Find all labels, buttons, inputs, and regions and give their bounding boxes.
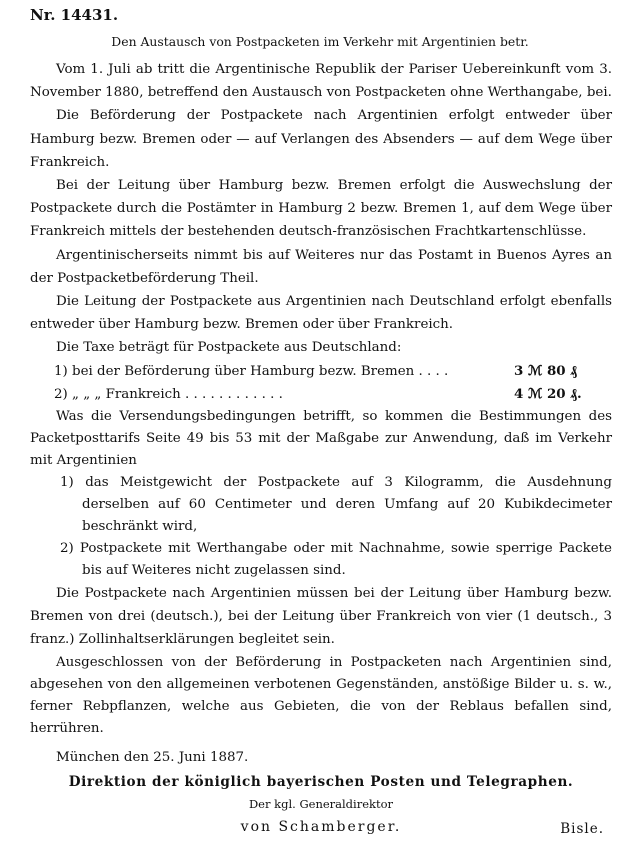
taxe-label: 2) „ „ „ Frankreich . . . . . . . . . . . . — [54, 386, 283, 402]
paragraph-return-route: Die Leitung der Postpackete aus Argentinien nach Deutschland erfolgt ebenfalls entweder über Hamburg bezw. Bremen oder über Frankreich. — [30, 294, 612, 333]
paragraph-versendung: Was die Versendungsbedingungen betrifft, so kommen die Bestimmungen des Packetposttarifs Seite 49 bis 53 mit der Maßgabe zur Anwendung, daß im Verkehr mit Argentinien — [30, 409, 612, 469]
document-number: Nr. 14431. — [30, 6, 119, 24]
document-body — [30, 58, 612, 839]
paragraph-leitung: Die Postpackete nach Argentinien müssen bei der Leitung über Hamburg bezw. Bremen von drei (deutsch.), bei der Leitung über Frankreich von vier (1 deutsch., 3 franz.) Zollinhaltserklärungen begleitet sein. — [30, 586, 612, 648]
clerk-signature: Bisle. — [560, 821, 604, 837]
paragraph-taxe-intro: Die Taxe beträgt für Postpackete aus Deutschland: — [56, 340, 402, 356]
paragraph-accession: Vom 1. Juli ab tritt die Argentinische Republik der Pariser Uebereinkunft vom 3. November 1880, betreffend den Austausch von Postpacketen ohne Werthangabe, bei. — [30, 62, 612, 101]
signature-authority: Direktion der königlich bayerischen Posten und Telegraphen. — [68, 773, 574, 790]
condition-item: 2) Postpackete mit Werthangabe oder mit Nachnahme, sowie sperrige Packete bis auf Weiteres nicht zugelassen sind. — [60, 541, 612, 579]
condition-item: 1) das Meistgewicht der Postpackete auf 3 Kilogramm, die Ausdehnung derselben auf 60 Centimeter und deren Umfang auf 20 Kubikdecimeter beschränkt wird, — [60, 475, 612, 535]
signature-date: München den 25. Juni 1887. — [56, 749, 249, 765]
paragraph-routing: Die Beförderung der Postpackete nach Argentinien erfolgt entweder über Hamburg bezw. Bremen oder — auf Verlangen des Absenders — auf dem Wege über Frankreich. — [30, 108, 612, 170]
taxe-list — [30, 360, 612, 406]
taxe-amount: 3 ℳ 80 ₰ — [514, 362, 577, 379]
paragraph-buenos-ayres: Argentinischerseits nimmt bis auf Weiteres nur das Postamt in Buenos Ayres an der Postpacketbeförderung Theil. — [30, 247, 612, 286]
signature-role: Der kgl. Generaldirektor — [248, 797, 394, 812]
taxe-amount: 4 ℳ 20 ₰. — [514, 385, 582, 402]
paragraph-ausgeschlossen: Ausgeschlossen von der Beförderung in Postpacketen nach Argentinien sind, abgesehen von den allgemeinen verbotenen Gegenständen, anstößige Bilder u. s. w., ferner Rebpflanzen, welche aus Gebieten, die von der Reblaus befallen sind, herrühren. — [30, 654, 612, 736]
taxe-row — [30, 360, 612, 383]
taxe-label: 1) bei der Beförderung über Hamburg bezw. Bremen . . . . — [54, 363, 449, 379]
document-title: Den Austausch von Postpacketen im Verkehr mit Argentinien betr. — [111, 34, 529, 49]
taxe-row — [30, 383, 612, 406]
signature-name: von Schamberger. — [240, 819, 402, 836]
paragraph-exchange: Bei der Leitung über Hamburg bezw. Bremen erfolgt die Auswechslung der Postpackete durch die Postämter in Hamburg 2 bezw. Bremen 1, auf dem Wege über Frankreich mittels der bestehenden deutsch-französischen Frachtkartenschlüsse. — [30, 178, 612, 240]
